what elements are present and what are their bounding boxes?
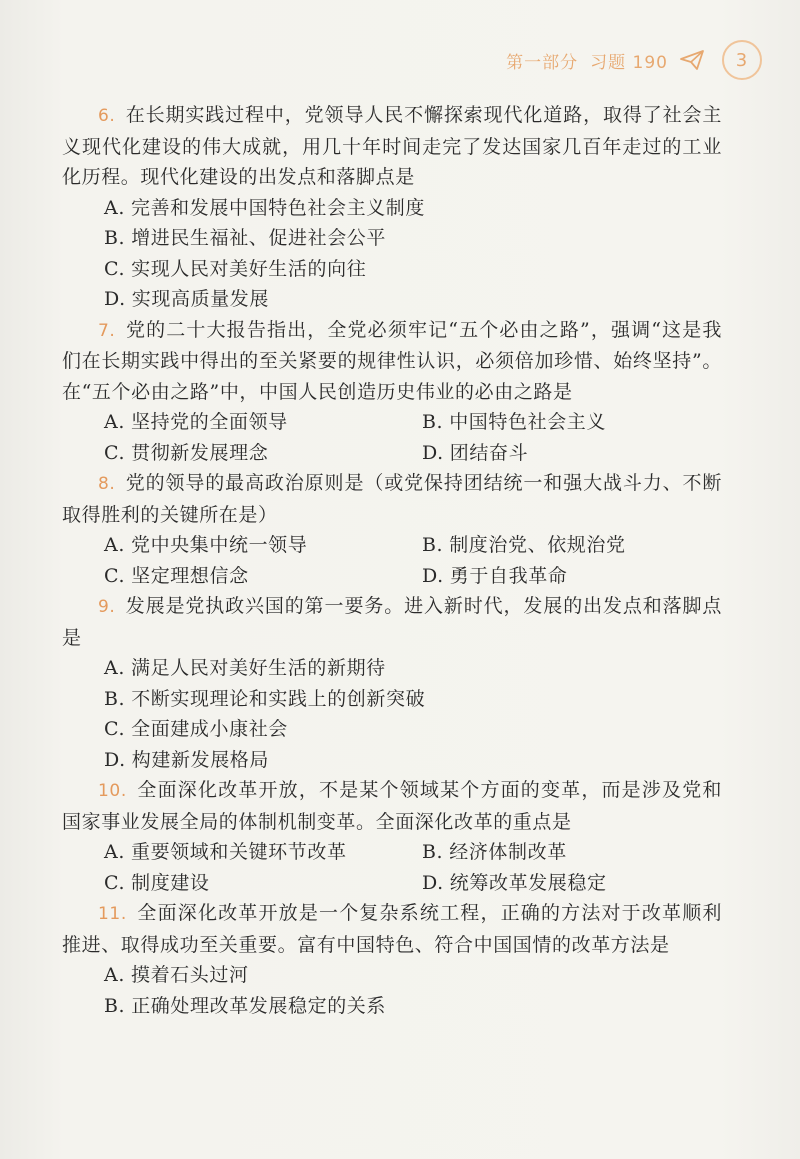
option-text: 坚定理想信念 — [131, 564, 249, 587]
option-text: 增进民生福祉、促进社会公平 — [131, 227, 387, 249]
option-letter: D. — [104, 288, 126, 310]
option-text: 不断实现理论和实践上的创新突破 — [131, 687, 426, 710]
page-number: 3 — [735, 49, 749, 71]
option-letter: A. — [104, 841, 125, 863]
option-letter: D. — [422, 441, 444, 464]
option-letter: D. — [422, 564, 444, 587]
option-letter: B. — [104, 227, 126, 249]
question-text: 发展是党执政兴国的第一要务。进入新时代，发展的出发点和落脚点是 — [62, 595, 722, 649]
option — [104, 684, 722, 715]
option — [104, 223, 722, 254]
option — [422, 438, 722, 469]
option-text: 摸着石头过河 — [130, 964, 249, 986]
option — [104, 837, 422, 868]
question — [62, 468, 722, 591]
option-text: 正确处理改革发展稳定的关系 — [131, 994, 387, 1017]
option-text: 完善和发展中国特色社会主义制度 — [130, 196, 425, 219]
option-letter: C. — [104, 257, 126, 280]
option-text: 坚持党的全面领导 — [130, 411, 288, 433]
option — [422, 561, 722, 592]
option-letter: B. — [104, 994, 126, 1017]
question-number: 10. — [98, 781, 127, 801]
option — [104, 530, 422, 561]
option-letter: B. — [422, 411, 444, 433]
question-stem — [62, 468, 722, 530]
option-text: 制度治党、依规治党 — [449, 534, 626, 556]
option-text: 勇于自我革命 — [449, 564, 568, 587]
option-letter: C. — [104, 564, 126, 587]
question-stem — [62, 775, 722, 837]
option-letter: A. — [104, 196, 125, 219]
option-letter: A. — [104, 411, 125, 433]
option-letter: C. — [104, 871, 126, 894]
question-stem — [62, 898, 722, 960]
option-text: 经济体制改革 — [449, 841, 567, 863]
option — [104, 438, 422, 469]
option — [104, 714, 722, 745]
question-number: 11. — [98, 904, 127, 924]
option-text: 构建新发展格局 — [131, 748, 269, 771]
option-letter: B. — [422, 534, 444, 556]
question — [62, 100, 722, 315]
question-number: 6. — [98, 106, 116, 126]
option — [104, 991, 722, 1022]
question-stem — [62, 100, 722, 193]
question — [62, 315, 722, 469]
option — [104, 193, 722, 224]
option — [104, 284, 722, 315]
option-letter: C. — [104, 441, 126, 464]
question-stem — [62, 591, 722, 653]
question-stem — [62, 315, 722, 408]
option-letter: C. — [104, 718, 126, 740]
option-text: 统筹改革发展稳定 — [449, 871, 607, 894]
question-number: 8. — [98, 474, 116, 494]
question-text: 全面深化改革开放，不是某个领域某个方面的变革，而是涉及党和国家事业发展全局的体制机制变革。全面深化改革的重点是 — [62, 779, 722, 833]
question-list — [62, 100, 722, 1021]
option-text: 满足人民对美好生活的新期待 — [130, 657, 386, 679]
option — [104, 407, 422, 438]
option — [104, 653, 722, 684]
option-letter: A. — [104, 534, 125, 556]
page-header — [506, 40, 762, 80]
option — [422, 837, 722, 868]
option-letter: A. — [104, 657, 125, 679]
option-letter: B. — [422, 841, 444, 863]
question — [62, 591, 722, 775]
option-letter: A. — [104, 964, 125, 986]
question-number: 9. — [98, 597, 116, 617]
option-letter: D. — [104, 748, 126, 771]
option-text: 中国特色社会主义 — [449, 411, 607, 433]
question-text: 全面深化改革开放是一个复杂系统工程，正确的方法对于改革顺利推进、取得成功至关重要。富有中国特色、符合中国国情的改革方法是 — [62, 902, 722, 956]
option — [104, 745, 722, 776]
header-section: 习题 190 — [590, 52, 668, 73]
option-text: 党中央集中统一领导 — [130, 534, 308, 556]
header-part: 第一部分 — [506, 52, 579, 73]
question — [62, 898, 722, 1021]
option-text: 制度建设 — [131, 871, 210, 894]
option — [422, 530, 722, 561]
option — [104, 868, 422, 899]
option-text: 实现高质量发展 — [131, 288, 269, 310]
option-text: 团结奋斗 — [449, 441, 529, 464]
option-text: 全面建成小康社会 — [131, 718, 288, 740]
option-text: 重要领域和关键环节改革 — [130, 841, 347, 863]
option — [104, 561, 422, 592]
option — [104, 254, 722, 285]
paper-plane-icon — [680, 50, 704, 70]
option-text: 实现人民对美好生活的向往 — [131, 257, 367, 280]
option-letter: D. — [422, 871, 444, 894]
option-text: 贯彻新发展理念 — [131, 441, 269, 464]
option-letter: B. — [104, 687, 126, 710]
question-text: 党的领导的最高政治原则是（或党保持团结统一和强大战斗力、不断取得胜利的关键所在是） — [62, 472, 722, 526]
question-number: 7. — [98, 320, 116, 341]
question — [62, 775, 722, 898]
option — [104, 960, 722, 991]
option — [422, 868, 722, 899]
option — [422, 407, 722, 438]
question-text: 党的二十大报告指出，全党必须牢记“五个必由之路”，强调“这是我们在长期实践中得出的至关紧要的规律性认识，必须倍加珍惜、始终坚持”。在“五个必由之路”中，中国人民创造历史伟业的必由之路是 — [62, 318, 722, 403]
page-number-badge — [722, 40, 762, 80]
question-text: 在长期实践过程中，党领导人民不懈探索现代化道路，取得了社会主义现代化建设的伟大成就，用几十年时间走完了发达国家几百年走过的工业化历程。现代化建设的出发点和落脚点是 — [62, 104, 722, 188]
